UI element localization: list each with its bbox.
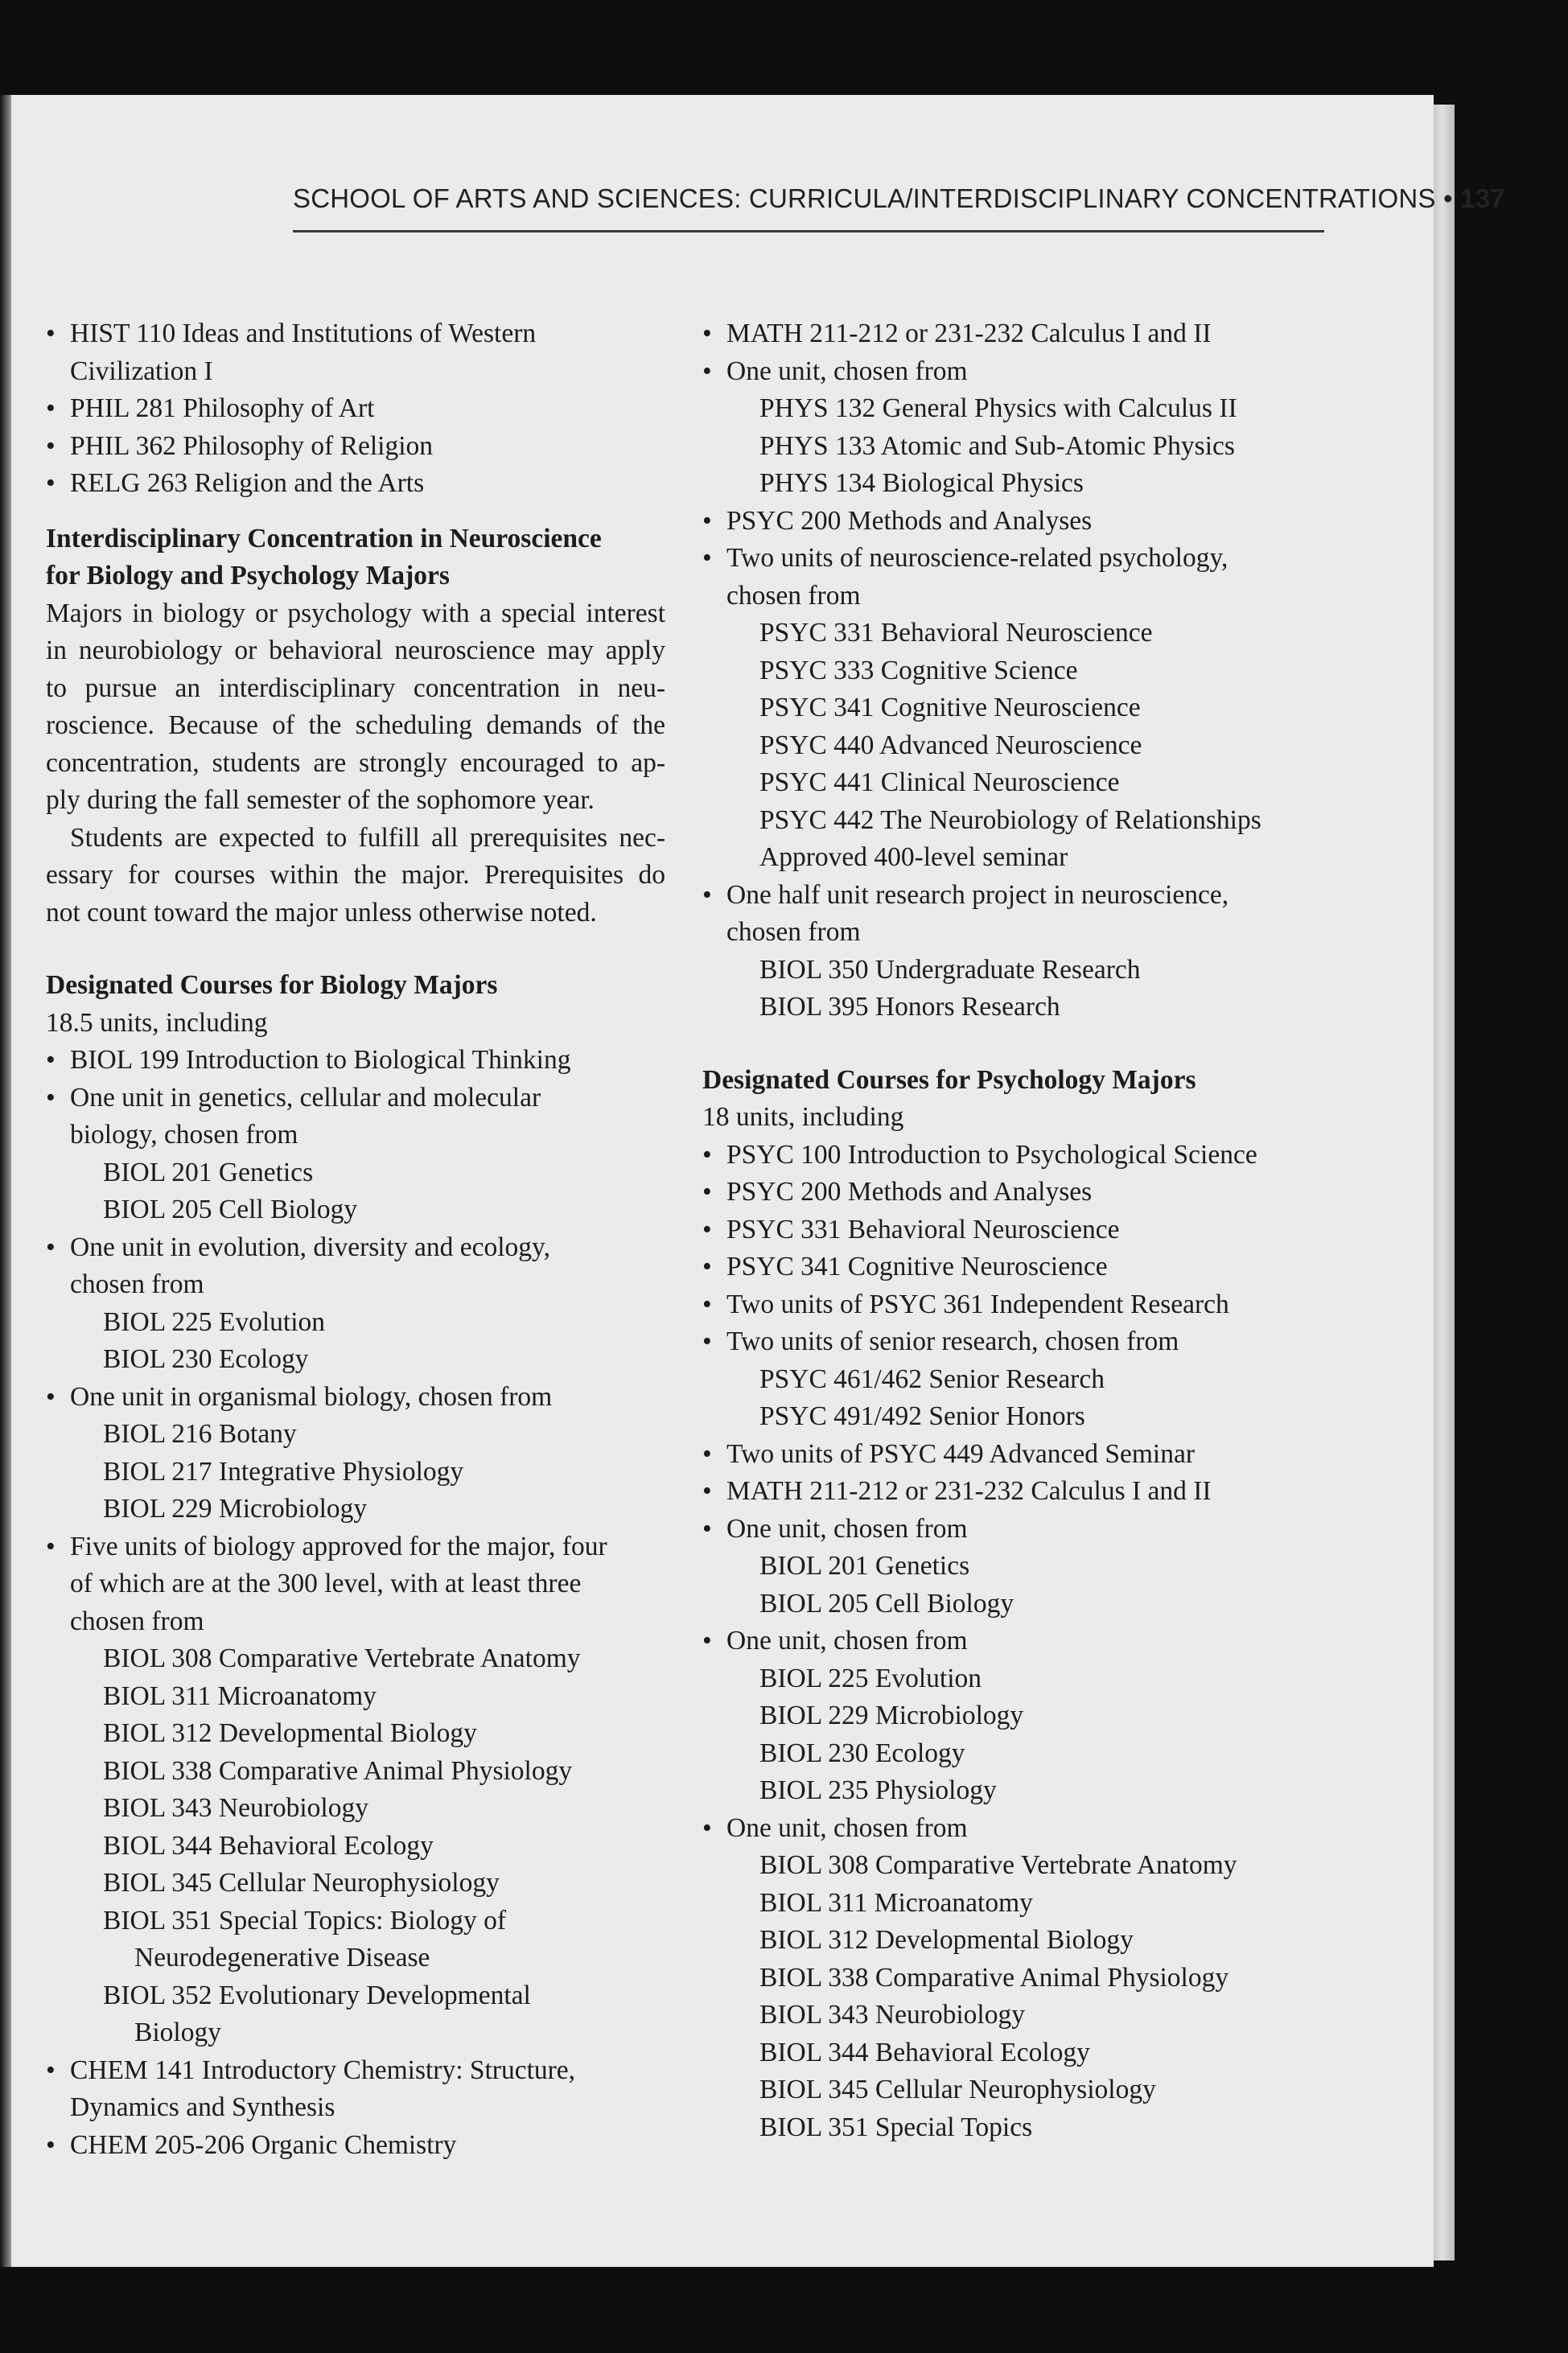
course-line: BIOL 344 Behavioral Ecology [103,1830,434,1861]
list-item-continuation: Civilization I [70,356,213,386]
text-line: Students are expected to fulfill all prerequisites nec- [70,822,665,853]
page-edge [1434,105,1455,2260]
list-item: • One half unit research project in neuroscience, [702,877,1330,915]
course-line: BIOL 225 Evolution [103,1306,326,1337]
book-spine [0,95,11,2267]
list-item: • Two units of PSYC 449 Advanced Seminar [702,1436,1330,1474]
list-item: • RELG 263 Religion and the Arts [46,465,665,503]
list-item: • PSYC 100 Introduction to Psychological Science [702,1137,1330,1174]
course-line: BIOL 308 Comparative Vertebrate Anatomy [103,1643,581,1673]
course-line: BIOL 345 Cellular Neurophysiology [103,1868,500,1898]
course-line: BIOL 225 Evolution [759,1663,982,1693]
text-line: not count toward the major unless otherwise noted. [46,897,597,928]
course-line: BIOL 338 Comparative Animal Physiology [759,1962,1229,1993]
course-line: PSYC 441 Clinical Neuroscience [759,767,1120,797]
list-item: • One unit, chosen from [702,1511,1330,1549]
course-line: BIOL 343 Neurobiology [103,1793,368,1823]
list-item: • Two units of neuroscience-related psychology, [702,540,1330,578]
paragraph [46,820,665,932]
course-line: BIOL 312 Developmental Biology [759,1925,1134,1955]
list-item-continuation: chosen from [726,580,861,611]
text-line: essary for courses within the major. Prerequisites do [46,860,665,890]
course-line: BIOL 350 Undergraduate Research [759,954,1141,985]
course-line: BIOL 308 Comparative Vertebrate Anatomy [759,1850,1237,1880]
text-line: Majors in biology or psychology with a special interest [46,598,665,628]
list-item: • One unit in genetics, cellular and molecular [46,1080,665,1117]
list-item-continuation: chosen from [70,1269,204,1299]
section-heading: Designated Courses for Psychology Majors [702,1064,1196,1095]
list-item: • PHIL 281 Philosophy of Art [46,390,665,428]
course-line: BIOL 217 Integrative Physiology [103,1456,464,1487]
course-line: PSYC 331 Behavioral Neuroscience [759,618,1153,648]
list-item: • One unit, chosen from [702,1623,1330,1660]
list-item: • MATH 211-212 or 231-232 Calculus I and II [702,315,1330,353]
course-line: BIOL 201 Genetics [103,1157,314,1187]
list-item: • BIOL 199 Introduction to Biological Thinking [46,1042,665,1080]
course-line-continuation: Biology [134,2018,221,2047]
course-line: BIOL 345 Cellular Neurophysiology [759,2075,1156,2104]
list-item: • PHIL 362 Philosophy of Religion [46,428,665,466]
list-item: • PSYC 331 Behavioral Neuroscience [702,1211,1330,1249]
course-line: BIOL 351 Special Topics [759,2112,1033,2142]
course-line: BIOL 205 Cell Biology [103,1195,358,1224]
list-item-continuation: Dynamics and Synthesis [70,2092,335,2122]
course-line: PSYC 333 Cognitive Science [759,655,1078,685]
list-item: • PSYC 341 Cognitive Neuroscience [702,1248,1330,1286]
left-column [46,315,665,2164]
list-item: • CHEM 141 Introductory Chemistry: Structure, [46,2052,665,2090]
list-item: • One unit, chosen from [702,1810,1330,1848]
text-line: in neurobiology or behavioral neuroscience may apply [46,636,665,665]
course-line: BIOL 338 Comparative Animal Physiology [103,1755,573,1786]
section-heading: Designated Courses for Biology Majors [46,970,498,1000]
course-line: PHYS 132 General Physics with Calculus II [759,393,1237,423]
text-line: ply during the fall semester of the sophomore year. [46,785,595,815]
course-line: BIOL 351 Special Topics: Biology of [103,1905,507,1935]
header-separator: • [1443,183,1453,213]
course-line: BIOL 312 Developmental Biology [103,1718,477,1748]
list-item-continuation: of which are at the 300 level, with at least three [70,1569,582,1598]
course-line: BIOL 205 Cell Biology [759,1588,1014,1619]
list-item: • MATH 211-212 or 231-232 Calculus I and II [702,1473,1330,1511]
list-item: • HIST 110 Ideas and Institutions of Western [46,315,665,353]
list-item: • One unit in evolution, diversity and ecology, [46,1229,665,1267]
list-item: • CHEM 205-206 Organic Chemistry [46,2127,665,2165]
section-heading: for Biology and Psychology Majors [46,561,450,590]
course-line: BIOL 311 Microanatomy [103,1680,377,1711]
list-item-continuation: chosen from [70,1606,204,1636]
list-item: • PSYC 200 Methods and Analyses [702,503,1330,541]
course-line: PSYC 461/462 Senior Research [759,1364,1105,1394]
list-item: • Two units of senior research, chosen from [702,1323,1330,1361]
course-line: BIOL 216 Botany [103,1419,297,1449]
header-rule [293,230,1324,232]
list-item: • PSYC 200 Methods and Analyses [702,1174,1330,1211]
course-line: BIOL 311 Microanatomy [759,1887,1033,1918]
list-item: • One unit, chosen from [702,353,1330,391]
course-line: BIOL 201 Genetics [759,1551,970,1581]
paragraph [46,595,665,820]
course-line: PHYS 133 Atomic and Sub-Atomic Physics [759,430,1235,461]
course-line: PSYC 442 The Neurobiology of Relationships [759,804,1261,835]
section-heading: Interdisciplinary Concentration in Neuroscience [46,523,602,553]
course-line: PSYC 341 Cognitive Neuroscience [759,693,1141,722]
header-title: SCHOOL OF ARTS AND SCIENCES: CURRICULA/INTERDISCIPLINARY CONCENTRATIONS [293,183,1436,213]
course-line: BIOL 230 Ecology [103,1344,309,1374]
course-line: BIOL 343 Neurobiology [759,2000,1025,2030]
course-line: BIOL 229 Microbiology [103,1494,368,1524]
units-line: 18 units, including [702,1102,904,1132]
list-item: • One unit in organismal biology, chosen from [46,1379,665,1417]
list-item-continuation: biology, chosen from [70,1120,298,1150]
units-line: 18.5 units, including [46,1007,268,1038]
list-item-continuation: chosen from [726,917,861,947]
course-line: PSYC 491/492 Senior Honors [759,1401,1085,1431]
right-column [702,315,1330,2146]
text-line: to pursue an interdisciplinary concentration in neu- [46,673,665,703]
running-header [293,183,1505,214]
page-number: 137 [1460,183,1505,213]
course-line-continuation: Neurodegenerative Disease [134,1943,430,1972]
course-line: BIOL 230 Ecology [759,1738,965,1768]
course-line: BIOL 235 Physiology [759,1775,997,1805]
text-line: roscience. Because of the scheduling demands of the [46,710,665,740]
course-line: PSYC 440 Advanced Neuroscience [759,730,1142,760]
list-item: • Five units of biology approved for the major, four [46,1528,665,1566]
course-line: BIOL 229 Microbiology [759,1701,1024,1730]
course-line: BIOL 344 Behavioral Ecology [759,2037,1090,2067]
text-line: concentration, students are strongly encouraged to ap- [46,747,665,778]
list-item: • Two units of PSYC 361 Independent Research [702,1286,1330,1324]
course-line: Approved 400-level seminar [759,842,1068,872]
course-line: BIOL 352 Evolutionary Developmental [103,1980,531,2010]
course-line: PHYS 134 Biological Physics [759,468,1084,498]
course-line: BIOL 395 Honors Research [759,992,1060,1022]
